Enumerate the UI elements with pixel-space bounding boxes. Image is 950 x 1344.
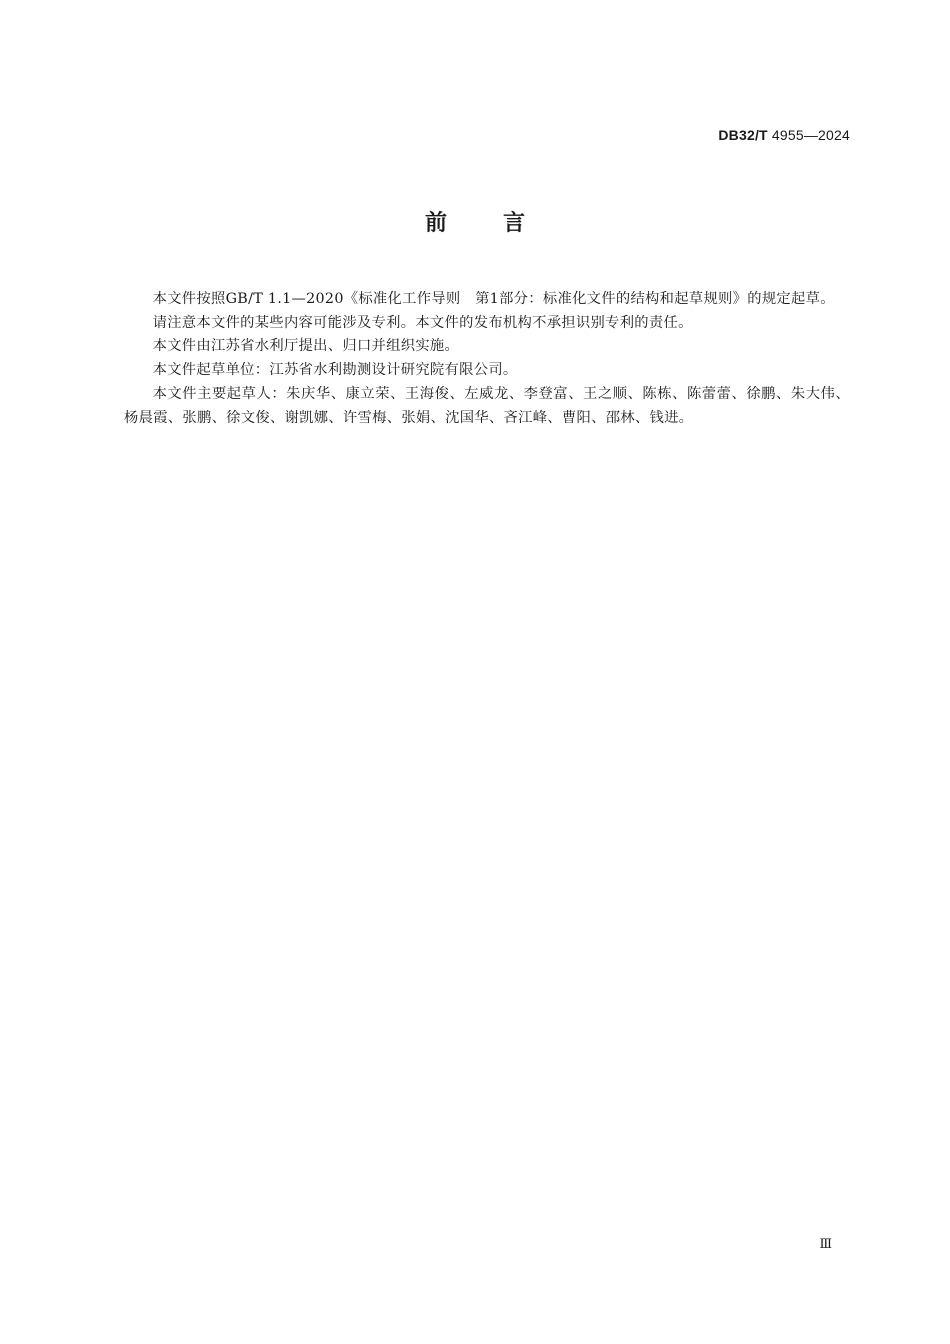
foreword-body — [124, 288, 850, 430]
standard-code-number: 4955—2024 — [771, 127, 850, 143]
paragraph-drafters: 本文件主要起草人：朱庆华、康立荣、王海俊、左威龙、李登富、王之顺、陈栋、陈蕾蕾、徐鹏、朱大伟、杨晨霞、张鹏、徐文俊、谢凯娜、许雪梅、张娟、沈国华、吝江峰、曹阳、邵林、钱进。 — [124, 385, 850, 426]
paragraph-patent-notice: 请注意本文件的某些内容可能涉及专利。本文件的发布机构不承担识别专利的责任。 — [152, 314, 693, 331]
paragraph-drafting-basis: 本文件按照GB/T 1.1—2020《标准化工作导则 第1部分：标准化文件的结构和起草规则》的规定起草。 — [152, 291, 835, 307]
paragraph-proposer: 本文件由江苏省水利厅提出、归口并组织实施。 — [152, 338, 460, 355]
standard-code-prefix: DB32/T — [718, 127, 768, 143]
page-number: Ⅲ — [819, 1237, 832, 1252]
paragraph-drafting-unit: 本文件起草单位：江苏省水利勘测设计研究院有限公司。 — [152, 362, 518, 379]
standard-code — [718, 127, 850, 143]
page-title: 前言 — [424, 211, 581, 236]
